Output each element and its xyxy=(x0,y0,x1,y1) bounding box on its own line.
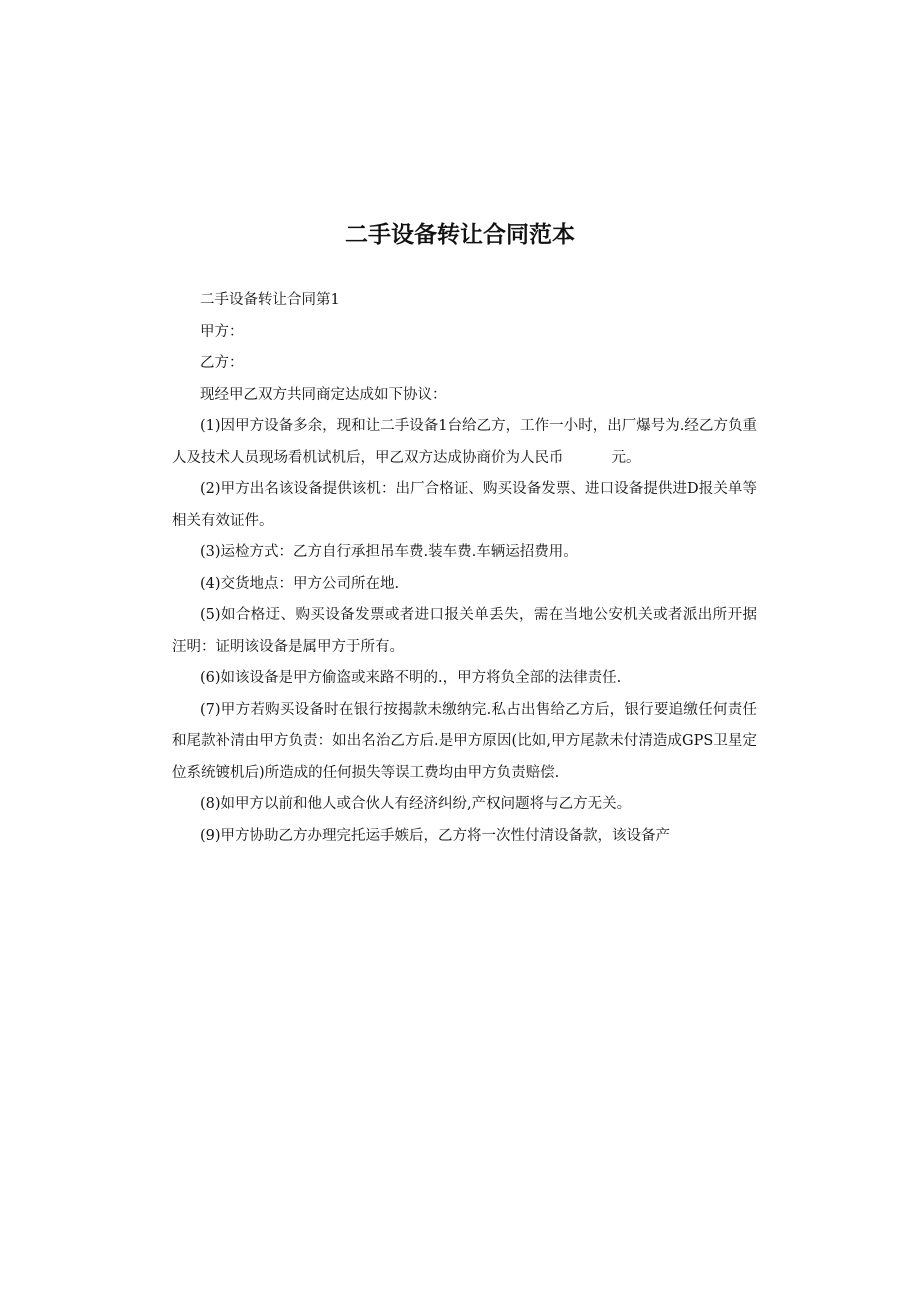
clause-3: (3)运检方式：乙方自行承担吊车费.装车费.车辆运招费用。 xyxy=(200,544,578,560)
clause-6: (6)如该设备是甲方偷盗或来路不明的.，甲方将负全部的法律责任. xyxy=(200,670,622,686)
clause-4: (4)交货地点：甲方公司所在地. xyxy=(200,575,400,592)
party-b-line: 乙方： xyxy=(200,355,244,371)
party-a-line: 甲方： xyxy=(200,323,244,340)
clause-2: (2)甲方出名该设备提供该机：出厂合格证、购买设备发票、进口设备提供进D报关单等相关有效证件。 xyxy=(172,481,757,529)
contract-heading: 二手设备转让合同第1 xyxy=(200,292,340,308)
clause-7: (7)甲方若购买设备时在银行按揭款未缴纳完.私占出售给乙方后，银行要追缴任何责任和尾款补清由甲方负责：如出名治乙方后.是甲方原因(比如,甲方尾款未付清造成GPS卫星定位系统镀机后)所造成的任何损失等误工费均由甲方负责赔偿. xyxy=(172,701,757,781)
clause-1 xyxy=(172,411,757,474)
clause-1-text: (1)因甲方设备多余，现和让二手设备1台给乙方，工作一小时，出厂爆号为.经乙方负重人及技术人员现场看机试机后，甲乙双方达成协商价为人民币 xyxy=(172,418,757,466)
price-suffix: 元。 xyxy=(611,449,641,466)
clause-8: (8)如甲方以前和他人或合伙人有经济纠纷,产权问题将与乙方无关。 xyxy=(200,796,632,812)
document-body xyxy=(172,285,757,852)
clause-9: (9)甲方协助乙方办理完托运手嫉后，乙方将一次性付清设备款，该设备产 xyxy=(200,827,671,844)
agreement-intro: 现经甲乙双方共同商定达成如下协议： xyxy=(200,386,447,403)
clause-5: (5)如合格迂、购买设备发票或者进口报关单丢失，需在当地公安机关或者派出所开据汪明：证明该设备是属甲方于所有。 xyxy=(172,607,757,655)
document-title: 二手设备转让合同范本 xyxy=(345,222,575,248)
